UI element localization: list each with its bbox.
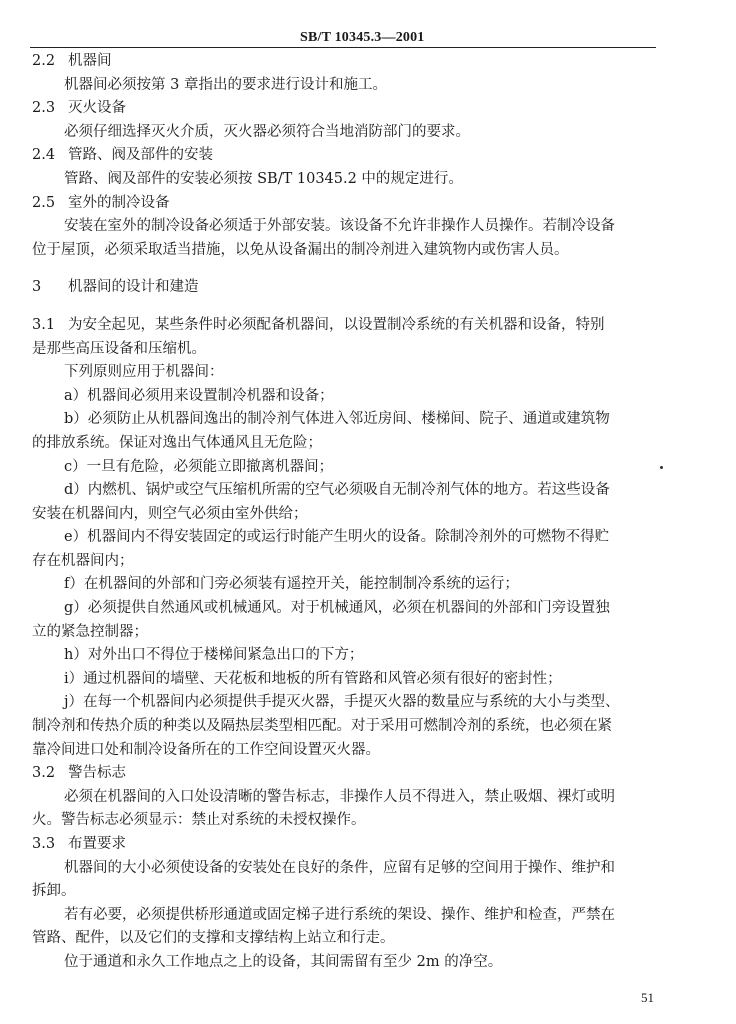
- list-item-j: j）在每一个机器间内必须提供手提灭火器，手提灭火器的数量应与系统的大小与类型、: [64, 694, 620, 711]
- list-item-g-cont: 立的紧急控制器；: [32, 623, 148, 640]
- list-item-i: i）通过机器间的墙壁、天花板和地板的所有管路和风管必须有很好的密封性；: [64, 670, 562, 687]
- section-number: 2.4: [32, 147, 56, 164]
- section-title: 机器间的设计和建造: [68, 279, 199, 296]
- paragraph-line: 火。警告标志必须显示：禁止对系统的未授权操作。: [32, 812, 366, 829]
- paragraph-line: 位于通道和永久工作地点之上的设备，其间需留有至少 2m 的净空。: [64, 953, 503, 970]
- section-2-5-heading: [32, 192, 654, 216]
- list-item-d-cont: 安装在机器间内，则空气必须由室外供给；: [32, 505, 308, 522]
- spacer: [32, 262, 654, 276]
- section-title: 布置要求: [68, 836, 126, 852]
- paragraph-line: 是那些高压设备和压缩机。: [32, 340, 206, 357]
- section-number: 2.5: [32, 194, 56, 211]
- chapter-3-heading: [32, 276, 654, 300]
- paragraph-line: 安装在室外的制冷设备必须适于外部安装。该设备不允许非操作人员操作。若制冷设备: [64, 218, 615, 235]
- list-item-b: b）必须防止从机器间逸出的制冷剂气体进入邻近房间、楼梯间、院子、通道或建筑物: [64, 411, 610, 428]
- paragraph-line: 机器间的大小必须使设备的安装处在良好的条件，应留有足够的空间用于操作、维护和: [64, 859, 615, 876]
- section-title: 管路、阀及部件的安装: [68, 147, 213, 164]
- page-number: 51: [641, 990, 654, 1005]
- section-number: 2.3: [32, 100, 56, 117]
- section-title: 警告标志: [68, 765, 126, 782]
- section-number: 3.2: [32, 765, 56, 782]
- paragraph-line: 下列原则应用于机器间：: [64, 364, 224, 381]
- section-2-2-heading: [32, 50, 654, 74]
- scan-speck: [660, 466, 663, 469]
- section-2-4-heading: [32, 144, 654, 168]
- paragraph-line: 管路、配件，以及它们的支撑和支撑结构上站立和行走。: [32, 930, 395, 947]
- section-3-3-heading: [32, 833, 654, 857]
- paragraph-line: 必须在机器间的入口处设清晰的警告标志，非操作人员不得进入，禁止吸烟、裸灯或明: [64, 788, 615, 805]
- list-item-g: g）必须提供自然通风或机械通风。对于机械通风，必须在机器间的外部和门旁设置独: [64, 600, 610, 617]
- paragraph: 机器间必须按第 3 章指出的要求进行设计和施工。: [64, 76, 387, 93]
- page-body: [32, 50, 654, 975]
- section-number: 3: [32, 279, 42, 296]
- spacer: [32, 300, 654, 314]
- paragraph-line: 为安全起见，某些条件时必须配备机器间，以设置制冷系统的有关机器和设备，特别: [68, 316, 605, 333]
- list-item-a: a）机器间必须用来设置制冷机器和设备；: [64, 387, 334, 404]
- section-2-3-heading: [32, 97, 654, 121]
- list-item-d: d）内燃机、锅炉或空气压缩机所需的空气必须吸自无制冷剂气体的地方。若这些设备: [64, 482, 610, 499]
- standard-code-header: SB/T 10345.3—2001: [300, 30, 425, 45]
- paragraph: 必须仔细选择灭火介质，灭火器必须符合当地消防部门的要求。: [64, 123, 470, 140]
- section-3-2-heading: [32, 762, 654, 786]
- section-title: 机器间: [68, 53, 112, 69]
- paragraph-line: 位于屋顶，必须采取适当措施，以免从设备漏出的制冷剂进入建筑物内或伤害人员。: [32, 241, 569, 258]
- paragraph-line: 若有必要，必须提供桥形通道或固定梯子进行系统的架设、操作、维护和检查，严禁在: [64, 906, 615, 923]
- list-item-c: c）一旦有危险，必须能立即撤离机器间；: [64, 458, 334, 475]
- list-item-e-cont: 存在机器间内；: [32, 552, 134, 569]
- section-number: 3.3: [32, 836, 56, 852]
- list-item-j-cont: 靠冷间进口处和制冷设备所在的工作空间设置灭火器。: [32, 741, 380, 758]
- list-item-b-cont: 的排放系统。保证对逸出气体通风且无危险；: [32, 434, 322, 451]
- header-rule: [30, 47, 656, 48]
- section-number: 2.2: [32, 53, 56, 69]
- paragraph-line: 拆卸。: [32, 883, 76, 900]
- list-item-e: e）机器间内不得安装固定的或运行时能产生明火的设备。除制冷剂外的可燃物不得贮: [64, 529, 610, 546]
- section-title: 室外的制冷设备: [68, 194, 170, 211]
- list-item-f: f）在机器间的外部和门旁必须装有遥控开关，能控制制冷系统的运行；: [64, 576, 519, 593]
- section-3-1-line: [32, 314, 654, 338]
- section-title: 灭火设备: [68, 100, 126, 117]
- section-number: 3.1: [32, 316, 56, 333]
- list-item-j-cont: 制冷剂和传热介质的种类以及隔热层类型相匹配。对于采用可燃制冷剂的系统，也必须在紧: [32, 718, 612, 735]
- list-item-h: h）对外出口不得位于楼梯间紧急出口的下方；: [64, 647, 364, 664]
- paragraph: 管路、阀及部件的安装必须按 SB/T 10345.2 中的规定进行。: [64, 170, 463, 187]
